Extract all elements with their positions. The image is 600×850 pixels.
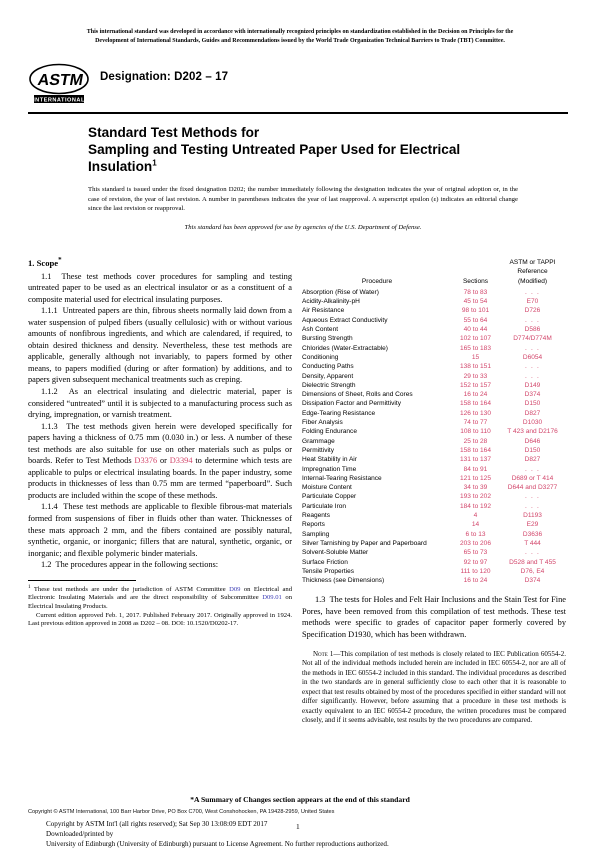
table-row (302, 539, 566, 548)
cell-sections: 165 to 183 (460, 344, 491, 352)
footnote-text-a: These test methods are under the jurisdiction of ASTM Committee (33, 585, 230, 593)
cell-procedure: Silver Tarnishing by Paper and Paperboard (302, 539, 427, 547)
table-row (302, 288, 566, 297)
table-row (302, 381, 566, 390)
cell-sections: 98 to 101 (461, 307, 490, 315)
cell-sections: 121 to 125 (460, 474, 491, 482)
cell-procedure: Dimensions of Sheet, Rolls and Cores (302, 391, 413, 399)
note-text: This compilation of test methods is closely related to IEC Publication 60554-2. Not all of the individual methods included herein are included in IEC 60554-2, nor are all of the methods in IEC 60554-2 included in this standard. The individual procedures as described in the two standards are in general sufficiently close to each other that it is reasonable to expect that test results obtained by most of the procedures specified in either standard will not differ significantly. However, before assuming that a procedure in these test methods is exactly equivalent to an IEC 60554-2 procedure, the written procedures must be compared closely, and if it seems advisable, test results by the two procedures are compared. (302, 649, 566, 725)
cell-sections: 108 to 110 (460, 428, 491, 436)
header-reference-line-2: Reference (517, 268, 548, 276)
para-text-1-1-3c: to determine which tests are applicable to pulps or electrical insulating boards. In the paper industry, some products in thicknesses of less than 0.75 mm are termed “paperboard”. Such products are included within the scope of these methods. (28, 456, 292, 500)
tbt-banner-line-2: Development of International Standards, Guides and Recommendations issued by the World Trade Organization Technical Barriers to Trade (TBT) Committee. (95, 38, 505, 45)
cell-reference: . . . (524, 363, 541, 371)
cell-procedure: Bursting Strength (302, 335, 353, 343)
cell-reference: D76, E4 (520, 567, 545, 575)
cell-reference: E29 (526, 521, 539, 529)
preamble (88, 185, 518, 232)
download-line-1: Copyright by ASTM Int'l (all rights reserved); Sat Sep 30 13:08:09 EDT 2017 (46, 820, 268, 828)
cell-procedure: Conducting Paths (302, 363, 354, 371)
cell-procedure: Acidity-Alkalinity-pH (302, 298, 360, 306)
cell-reference: D374 (524, 577, 541, 585)
table-row (302, 483, 566, 492)
cell-sections: 184 to 192 (460, 502, 491, 510)
cell-reference: . . . (524, 502, 541, 510)
cell-procedure: Fiber Analysis (302, 419, 343, 427)
cell-sections: 6 to 13 (465, 530, 486, 538)
cell-reference: D3636 (522, 530, 543, 538)
cell-procedure: Edge-Tearing Resistance (302, 409, 376, 417)
cell-reference: D586 (524, 326, 541, 334)
footnote-marker: 1 (28, 583, 31, 590)
para-text-1-1-2: As an electrical insulating and dielectric material, paper is considered “untreated” until it is subjected to a manufacturing process such as drying, impregnation, or varnish treatment. (28, 386, 292, 420)
cell-procedure: Dissipation Factor and Permittivity (302, 400, 401, 408)
table-row (302, 455, 566, 464)
table-row (302, 362, 566, 371)
cell-procedure: Permittivity (302, 446, 335, 454)
cell-sections: 158 to 164 (460, 446, 491, 454)
cell-reference: . . . (524, 344, 541, 352)
cell-procedure: Absorption (Rise of Water) (302, 288, 379, 296)
cell-sections: 45 to 54 (463, 298, 488, 306)
cell-sections: 74 to 77 (463, 419, 488, 427)
procedure-table-head (302, 258, 566, 288)
tbt-banner-line-1: This international standard was developed in accordance with internationally recognized principles on standardization established in the Decision on Principles for the (86, 29, 514, 35)
cell-sections: 111 to 120 (460, 567, 491, 575)
scope-heading-marker: * (58, 256, 62, 265)
copyright-line: Copyright © ASTM International, 100 Barr Harbor Drive, PO Box C700, West Conshohocken, PA 19428-2959, United States (28, 809, 335, 815)
cell-sections: 193 to 202 (460, 493, 491, 501)
footnote-divider (28, 580, 136, 581)
table-row (302, 511, 566, 520)
header-reference-line-3: (Modified) (517, 277, 548, 285)
para-num-1-1-3: 1.1.3 (41, 421, 58, 431)
cell-sections: 158 to 164 (460, 400, 491, 408)
note-1-block (302, 650, 566, 726)
cell-sections: 92 to 97 (463, 558, 488, 566)
scope-heading-text: 1. Scope (28, 258, 59, 268)
para-num-1-1-2: 1.1.2 (41, 386, 58, 396)
cell-procedure: Grammage (302, 437, 335, 445)
title-line-3-text: Insulation (88, 159, 153, 175)
cell-sections: 15 (471, 353, 480, 361)
table-row (302, 548, 566, 557)
cell-sections: 16 to 24 (463, 391, 488, 399)
cell-reference: D689 or T 414 (511, 474, 554, 482)
cell-procedure: Solvent-Soluble Matter (302, 549, 369, 557)
footnote-text-c: on Electrical Insulating Products. (28, 594, 292, 611)
xref-d3394-link[interactable]: D3394 (169, 456, 193, 466)
paragraph-1-2 (28, 559, 292, 571)
table-row (302, 492, 566, 501)
cell-sections: 14 (471, 521, 480, 529)
cell-reference: . . . (524, 549, 541, 557)
cell-procedure: Folding Endurance (302, 428, 357, 436)
table-header-row (302, 258, 566, 288)
cell-procedure: Reports (302, 521, 325, 529)
header-procedure: Procedure (361, 277, 393, 285)
cell-procedure: Density, Apparent (302, 372, 354, 380)
table-row (302, 372, 566, 381)
cell-procedure: Particulate Iron (302, 502, 347, 510)
table-row (302, 390, 566, 399)
paragraph-1-1-2 (28, 386, 292, 421)
cell-reference: D528 and T 455 (509, 558, 556, 566)
cell-procedure: Air Resistance (302, 307, 345, 315)
cell-reference: D150 (524, 400, 541, 408)
cell-procedure: Impregnation Time (302, 465, 357, 473)
table-row (302, 465, 566, 474)
cell-reference: . . . (524, 288, 541, 296)
header-divider (28, 112, 568, 114)
title-line-2: Sampling and Testing Untreated Paper Used for Electrical (88, 142, 461, 158)
cell-sections: 126 to 130 (460, 409, 491, 417)
footnote-paragraph-1 (28, 583, 292, 612)
cell-procedure: Internal-Tearing Resistance (302, 474, 382, 482)
para-num-1-1-1: 1.1.1 (41, 306, 58, 316)
table-row (302, 502, 566, 511)
cell-procedure: Tensile Properties (302, 567, 355, 575)
cell-reference: D644 and D3277 (507, 484, 558, 492)
para-text-1-1-1: Untreated papers are thin, fibrous sheets normally laid down from a water suspension of pulped fibers (usually cellulosic) with or without various amounts of nonfibrous ingredients, and which are calendared, if required, to obtain desired thickness and density. Nevertheless, these test methods are applicable, generally although not invariably, to papers formed by other means, to papers modified (during or after formation) by additions, and to papers given subsequent mechanical treatments such as creping. (28, 306, 292, 385)
table-row (302, 427, 566, 436)
table-row (302, 567, 566, 576)
title-line-3 (88, 158, 518, 175)
cell-procedure: Reagents (302, 512, 331, 520)
table-row (302, 576, 566, 585)
cell-reference: D827 (524, 409, 541, 417)
footnote-text-b: on Electrical and Electronic Insulating Materials and are the direct responsibility of Subcommittee (28, 585, 292, 602)
paragraph-1-1 (28, 271, 292, 306)
cell-sections: 29 to 33 (463, 372, 488, 380)
cell-procedure: Moisture Content (302, 484, 352, 492)
table-row (302, 399, 566, 408)
cell-reference: T 444 (524, 539, 541, 547)
table-row (302, 446, 566, 455)
preamble-dod-text: This standard has been approved for use by agencies of the U.S. Department of Defense. (184, 223, 422, 231)
cell-procedure: Conditioning (302, 353, 339, 361)
cell-sections: 84 to 91 (463, 465, 488, 473)
table-row (302, 418, 566, 427)
procedure-table-body (302, 288, 566, 586)
cell-procedure: Sampling (302, 530, 330, 538)
procedure-table (302, 258, 566, 585)
right-column (302, 258, 566, 726)
cell-sections: 65 to 73 (463, 549, 488, 557)
cell-sections: 203 to 206 (460, 539, 491, 547)
cell-reference: . . . (524, 493, 541, 501)
download-line-2: Downloaded/printed by (46, 830, 114, 839)
table-row (302, 409, 566, 418)
cell-procedure: Chlorides (Water-Extractable) (302, 344, 388, 352)
cell-procedure: Aqueous Extract Conductivity (302, 316, 388, 324)
xref-d0901-link[interactable]: D09.01 (262, 594, 282, 602)
cell-reference: D774/D774M (513, 335, 552, 343)
cell-procedure: Particulate Copper (302, 493, 357, 501)
para-num-1-3: 1.3 (315, 595, 326, 605)
paragraph-1-1-1 (28, 305, 292, 386)
title-line-1: Standard Test Methods for (88, 125, 260, 140)
header-reference-line-1: ASTM or TAPPI (509, 259, 556, 266)
title-footnote-marker: 1 (152, 158, 157, 168)
xref-d3376-link[interactable]: D3376 (134, 456, 158, 466)
cell-sections: 55 to 64 (463, 316, 488, 324)
footnote-paragraph-2: Current edition approved Feb. 1, 2017. Published February 2017. Originally approved in 1924. Last previous edition approved in 2008 as D202 – 08. DOI: 10.1520/D0202-17. (28, 611, 292, 628)
para-text-1-1-4: These test methods are applicable to flexible fibrous-mat materials formed from suspensions of fiber in fluids other than water. Thicknesses of these mats approach 2 mm, and the fibers contained are possibly natural, synthetic, organic, or inorganic; fillers that are natural, synthetic, organic, or inorganic; and flexible polymeric binder materials. (28, 502, 292, 558)
cell-sections: 131 to 137 (460, 456, 491, 464)
cell-reference: D646 (524, 437, 541, 445)
cell-reference: . . . (524, 372, 541, 380)
para-text-1-2: The procedures appear in the following sections: (55, 560, 219, 570)
cell-reference: D827 (524, 456, 541, 464)
table-row (302, 334, 566, 343)
cell-sections: 25 to 28 (463, 437, 488, 445)
cell-sections: 152 to 157 (460, 381, 491, 389)
cell-procedure: Surface Friction (302, 558, 348, 566)
cell-sections: 78 to 83 (463, 288, 488, 296)
cell-reference: D150 (524, 446, 541, 454)
designation-row (28, 62, 568, 108)
cell-sections: 102 to 107 (460, 335, 491, 343)
page-title (88, 124, 518, 176)
scope-heading (28, 258, 292, 270)
table-row (302, 520, 566, 529)
cell-reference: . . . (524, 316, 541, 324)
svg-text:INTERNATIONAL: INTERNATIONAL (33, 97, 85, 104)
cell-sections: 4 (473, 512, 478, 520)
preamble-text: This standard is issued under the fixed designation D202; the number immediately following the designation indicates the year of original adoption or, in the case of revision, the year of last revision. A number in parentheses indicates the year of last reapproval. A superscript epsilon (ε) indicates an editorial change since the last revision or reapproval. (88, 186, 518, 213)
cell-reference: D149 (524, 381, 541, 389)
tbt-banner (32, 28, 568, 46)
cell-reference: . . . (524, 465, 541, 473)
para-text-1-1: These test methods cover procedures for sampling and testing untreated paper to be used as an electrical insulator or as a constituent of a composite material used for electrical insulating purposes. (28, 271, 292, 304)
summary-of-changes-line: *A Summary of Changes section appears at the end of this standard (190, 795, 410, 804)
para-num-1-1: 1.1 (41, 271, 52, 281)
table-row (302, 437, 566, 446)
para-text-1-1-3b: or (157, 456, 170, 466)
cell-procedure: Dielectric Strength (302, 381, 356, 389)
cell-reference: D6054 (522, 353, 543, 361)
note-label: Note 1 (313, 649, 334, 658)
cell-reference: D1193 (523, 512, 542, 520)
para-num-1-1-4: 1.1.4 (41, 502, 58, 512)
table-row (302, 344, 566, 353)
table-row (302, 530, 566, 539)
cell-sections: 34 to 39 (463, 484, 488, 492)
cell-sections: 16 to 24 (463, 577, 488, 585)
cell-procedure: Heat Stability in Air (302, 456, 357, 464)
note-dash: — (333, 649, 341, 658)
xref-d09-link[interactable]: D09 (229, 585, 241, 593)
cell-reference: D726 (524, 307, 541, 315)
table-row (302, 316, 566, 325)
cell-procedure: Thickness (see Dimensions) (302, 577, 385, 585)
para-num-1-2: 1.2 (41, 560, 52, 570)
cell-reference: E70 (526, 298, 539, 306)
download-line-3: University of Edinburgh (University of Edinburgh) pursuant to License Agreement. No further reproductions authorized. (46, 840, 389, 849)
para-text-1-1-3a: The test methods given herein were developed specifically for papers having a thickness of 0.75 mm (0.030 in.) or less. A number of these test methods are also suitable for use on other materials such as pulps or boards. Refer to Test Methods (28, 421, 292, 466)
table-row (302, 297, 566, 306)
header-reference (499, 258, 566, 288)
left-column (28, 258, 292, 629)
table-row (302, 558, 566, 567)
cell-sections: 40 to 44 (463, 326, 488, 334)
table-row (302, 353, 566, 362)
cell-reference: D1030 (522, 419, 543, 427)
page-number: 1 (296, 822, 300, 831)
table-row (302, 325, 566, 334)
cell-sections: 138 to 151 (460, 363, 491, 371)
paragraph-1-1-3 (28, 421, 292, 502)
cell-reference: D374 (524, 391, 541, 399)
table-row (302, 474, 566, 483)
svg-text:ASTM: ASTM (36, 71, 85, 89)
designation-label: Designation: D202 – 17 (100, 71, 229, 83)
astm-logo-icon (28, 62, 90, 104)
paragraph-1-1-4 (28, 501, 292, 559)
cell-reference: T 423 and D2176 (507, 428, 558, 436)
paragraph-1-3 (302, 594, 566, 640)
cell-procedure: Ash Content (302, 326, 339, 334)
para-text-1-3: The tests for Holes and Felt Hair Inclusions and the Stain Test for Fine Pores, have been removed from this compilation of test methods. These test methods were specific to grades of capacitor paper formerly covered by Specification D1930, which has been withdrawn. (302, 595, 567, 640)
header-sections: Sections (462, 277, 489, 285)
footnote-block (28, 583, 292, 630)
table-row (302, 306, 566, 315)
